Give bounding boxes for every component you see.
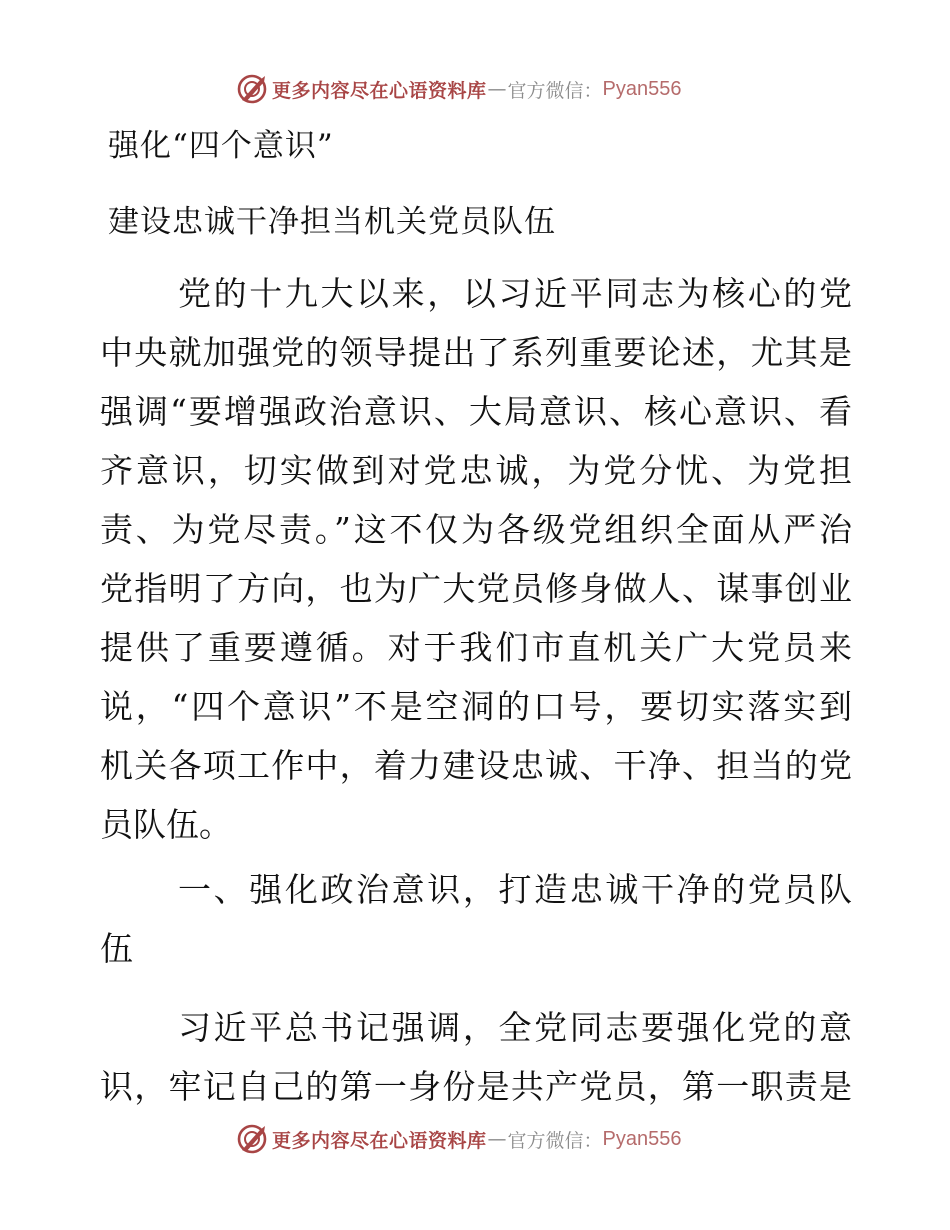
paragraph-line: 强调“要增强政治意识、大局意识、核心意识、看 bbox=[100, 392, 852, 431]
watermark-text: 更多内容尽在心语资料库 bbox=[272, 1129, 487, 1152]
section-heading-1 bbox=[100, 860, 852, 978]
quill-logo-icon bbox=[236, 73, 268, 105]
paragraph-2 bbox=[100, 998, 852, 1116]
document-title-line-2: 建设忠诚干净担当机关党员队伍 bbox=[108, 204, 556, 240]
paragraph-line: 齐意识，切实做到对党忠诚，为党分忧、为党担 bbox=[100, 451, 852, 490]
watermark-label: 官方微信： bbox=[507, 1129, 603, 1152]
watermark-dash: — bbox=[487, 78, 507, 100]
paragraph-line: 责、为党尽责。”这不仅为各级党组织全面从严治 bbox=[100, 510, 852, 549]
watermark-banner-bottom bbox=[236, 1122, 682, 1156]
watermark-text: 更多内容尽在心语资料库 bbox=[272, 79, 487, 102]
watermark-label: 官方微信： bbox=[507, 79, 603, 102]
watermark-dash: — bbox=[487, 1128, 507, 1150]
paragraph-line: 习近平总书记强调，全党同志要强化党的意 bbox=[178, 1008, 852, 1047]
heading-line: 一、强化政治意识，打造忠诚干净的党员队 bbox=[178, 870, 852, 909]
document-title-line-1: 强化“四个意识” bbox=[108, 128, 334, 164]
paragraph-line: 党的十九大以来，以习近平同志为核心的党 bbox=[178, 274, 852, 313]
paragraph-line: 说，“四个意识”不是空洞的口号，要切实落实到 bbox=[100, 687, 852, 726]
paragraph-line: 提供了重要遵循。对于我们市直机关广大党员来 bbox=[100, 628, 852, 667]
heading-line: 伍 bbox=[100, 929, 133, 968]
watermark-id: Pyan556 bbox=[602, 1127, 682, 1150]
paragraph-line: 识，牢记自己的第一身份是共产党员，第一职责是 bbox=[100, 1067, 852, 1106]
watermark-id: Pyan556 bbox=[602, 77, 682, 100]
quill-logo-icon bbox=[236, 1123, 268, 1155]
paragraph-line: 机关各项工作中，着力建设忠诚、干净、担当的党 bbox=[100, 746, 852, 785]
paragraph-1 bbox=[100, 264, 852, 854]
paragraph-line: 中央就加强党的领导提出了系列重要论述，尤其是 bbox=[100, 333, 852, 372]
paragraph-line: 党指明了方向，也为广大党员修身做人、谋事创业 bbox=[100, 569, 852, 608]
watermark-banner-top bbox=[236, 72, 682, 106]
paragraph-line: 员队伍。 bbox=[100, 805, 232, 844]
